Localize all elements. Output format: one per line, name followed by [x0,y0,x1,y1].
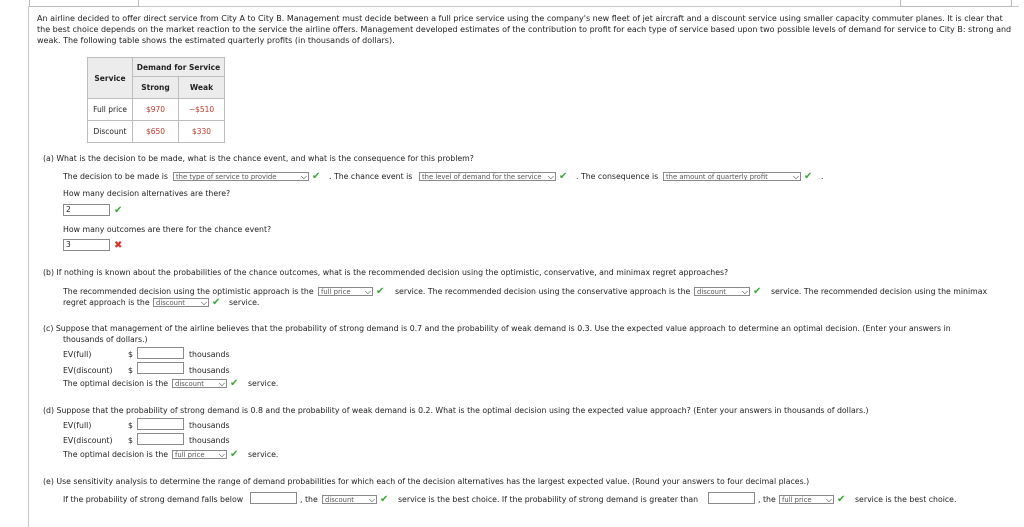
top-panel-left [29,0,139,7]
part-a-question: (a) What is the decision to be made, what is the chance event, and what is the consequence for this problem? [43,154,474,163]
table-row [88,99,225,121]
ev-discount-label: EV(discount) [63,366,113,375]
table-row [88,121,225,143]
ev-discount-input[interactable] [137,362,184,374]
select-value: discount [325,496,354,504]
above-select[interactable] [779,495,834,504]
optimal-select[interactable] [172,379,227,388]
check-icon: ✔ [230,378,239,389]
top-panel-right [900,0,1012,7]
period: . [821,172,824,181]
conservative-label: service. The recommended decision using the conservative approach is the [395,287,691,296]
below-select[interactable] [322,495,377,504]
service-header: Service [88,58,133,99]
select-value: discount [697,288,726,296]
optimal-label: The optimal decision is the [63,450,169,459]
check-icon: ✔ [559,171,568,182]
strong-header: Strong [133,77,179,99]
ev-discount-input[interactable] [137,433,184,445]
regret-label: regret approach is the [63,298,150,307]
dollar-sign: $ [128,366,133,375]
check-icon: ✔ [230,449,239,460]
regret-select[interactable] [153,298,209,307]
select-value: full price [321,288,351,296]
dollar-sign: $ [128,436,133,445]
chevron-down-icon: ⌵ [792,172,799,181]
select-value: the level of demand for the service [422,173,542,181]
row-label: Full price [88,99,133,121]
select-value: discount [156,299,185,307]
ev-discount-label: EV(discount) [63,436,113,445]
above-probability-input[interactable] [708,492,755,504]
service-text: service. [229,298,260,307]
ev-full-label: EV(full) [63,350,92,359]
select-value: the type of service to provide [176,173,277,181]
optimal-label: The optimal decision is the [63,379,169,388]
check-icon: ✔ [837,494,846,505]
chevron-down-icon: ⌵ [200,298,207,307]
chevron-down-icon: ⌵ [547,172,554,181]
thousands-label: thousands [189,421,230,430]
cross-icon: ✖ [114,240,123,251]
below-label: If the probability of strong demand falls below [63,495,244,504]
outcomes-input[interactable]: 3 [63,239,110,251]
profit-table [87,57,225,143]
thousands-label: thousands [189,436,230,445]
optimistic-label: The recommended decision using the optimistic approach is the [63,287,314,296]
check-icon: ✔ [804,171,813,182]
chevron-down-icon: ⌵ [364,287,371,296]
ev-full-label: EV(full) [63,421,92,430]
demand-header: Demand for Service [133,58,225,77]
dollar-sign: $ [128,350,133,359]
service-text: service. [248,379,279,388]
check-icon: ✔ [212,297,221,308]
thousands-label: thousands [189,366,230,375]
part-b-question: (b) If nothing is known about the probabilities of the chance outcomes, what is the recommended decision using the optimistic, conservative, and minimax regret approaches? [43,268,729,277]
chevron-down-icon: ⌵ [368,495,375,504]
check-icon: ✔ [376,286,385,297]
chevron-down-icon: ⌵ [825,495,832,504]
chevron-down-icon: ⌵ [741,287,748,296]
check-icon: ✔ [380,494,389,505]
end-text: service is the best choice. [855,495,957,504]
alternatives-input[interactable]: 2 [63,204,110,216]
alternatives-question: How many decision alternatives are there? [63,189,231,198]
below-probability-input[interactable] [250,492,297,504]
row-label: Discount [88,121,133,143]
select-value: the amount of quarterly profit [666,173,768,181]
mid-text: service is the best choice. If the probability of strong demand is greater than [398,495,699,504]
optimistic-select[interactable] [318,287,373,296]
check-icon: ✔ [753,286,762,297]
minimax-label: service. The recommended decision using the minimax [771,287,988,296]
chance-label: . The chance event is [329,172,413,181]
outcomes-question: How many outcomes are there for the chance event? [63,225,272,234]
part-c-question-line2: thousands of dollars.) [63,335,148,344]
service-text: service. [248,450,279,459]
chevron-down-icon: ⌵ [300,172,307,181]
select-value: discount [175,380,204,388]
chance-select[interactable] [419,172,556,181]
select-value: full price [175,451,205,459]
cell-value: $970 [133,99,179,121]
part-c-question-line1: (c) Suppose that management of the airline believes that the probability of strong demand is 0.7 and the probability of weak demand is 0.3. Use the expected value approach to determine an optimal decision. (Enter your answers in [43,324,951,333]
conservative-select[interactable] [694,287,750,296]
ev-full-input[interactable] [137,347,184,359]
part-d-question: (d) Suppose that the probability of strong demand is 0.8 and the probability of weak demand is 0.2. What is the optimal decision using the expected value approach? (Enter your answers in thousands of dollars.) [43,406,869,415]
consequence-label: . The consequence is [576,172,659,181]
check-icon: ✔ [114,205,123,216]
dollar-sign: $ [128,421,133,430]
thousands-label: thousands [189,350,230,359]
cell-value: $650 [133,121,179,143]
decision-label: The decision to be made is [63,172,168,181]
ev-full-input[interactable] [137,418,184,430]
problem-intro: An airline decided to offer direct service from City A to City B. Management must decide between a full price service using the company's new fleet of jet aircraft and a discount service using smaller capacity commuter planes. It is clear that the best choice depends on the market reaction to the service the airline offers. Management developed estimates of the contribution to profit for each type of service based upon two possible levels of demand for service to City B: strong and weak. The following table shows the estimated quarterly profits (in thousands of dollars). [37,14,1012,45]
the-label: , the [758,495,776,504]
part-e-question: (e) Use sensitivity analysis to determine the range of demand probabilities for which each of the decision alternatives has the largest expected value. (Round your answers to four decimal places.) [43,477,810,486]
cell-value: −$510 [179,99,225,121]
check-icon: ✔ [312,171,321,182]
chevron-down-icon: ⌵ [218,379,225,388]
the-label: , the [300,495,318,504]
select-value: full price [782,496,812,504]
weak-header: Weak [179,77,225,99]
decision-select[interactable] [173,172,309,181]
cell-value: $330 [179,121,225,143]
consequence-select[interactable] [663,172,801,181]
chevron-down-icon: ⌵ [218,450,225,459]
optimal-select[interactable] [172,450,227,459]
